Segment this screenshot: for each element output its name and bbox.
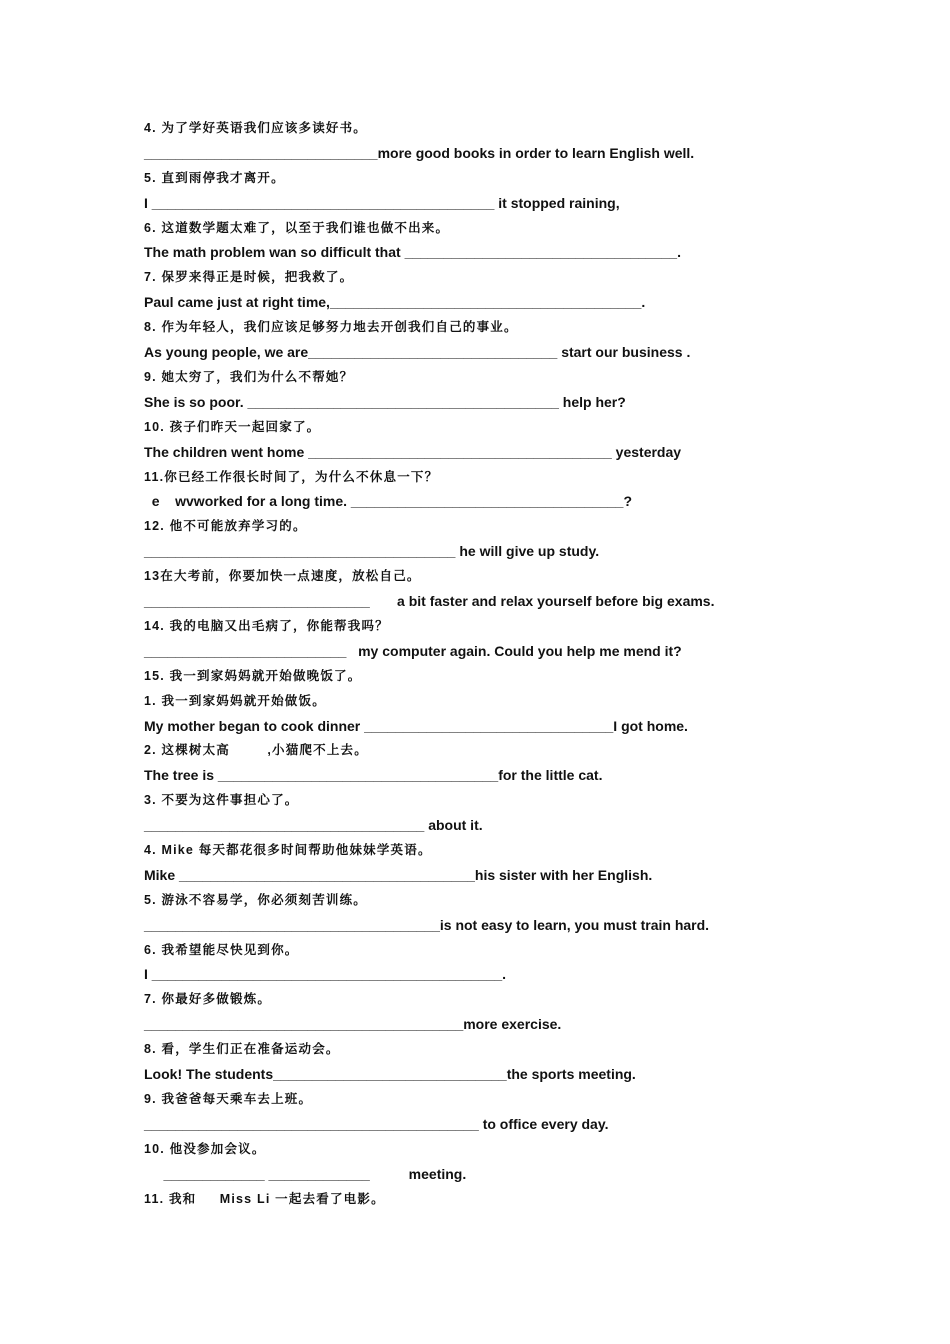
answer-line: The math problem wan so difficult that ___________________________________. xyxy=(144,244,681,260)
answer-line: _____________________________ a bit faster and relax yourself before big exams. xyxy=(144,593,715,609)
answer-line: She is so poor. ________________________________________ help her? xyxy=(144,394,626,410)
answer-line: Mike ______________________________________his sister with her English. xyxy=(144,867,653,883)
answer-line: Paul came just at right time,________________________________________. xyxy=(144,294,646,310)
question-prompt: 6. 我希望能尽快见到你。 xyxy=(144,943,299,957)
question-prompt: 8. 作为年轻人，我们应该足够努力地去开创我们自己的事业。 xyxy=(144,320,518,334)
question-prompt: 5. 游泳不容易学，你必须刻苦训练。 xyxy=(144,893,367,907)
answer-line: Look! The students______________________________the sports meeting. xyxy=(144,1066,636,1082)
answer-line: The tree is ____________________________________for the little cat. xyxy=(144,767,603,783)
answer-line: I ____________________________________________ it stopped raining, xyxy=(144,195,620,211)
answer-line: ______________________________________is not easy to learn, you must train hard. xyxy=(144,917,710,933)
question-prompt: 10. 他没参加会议。 xyxy=(144,1142,266,1156)
answer-line: __________________________ my computer again. Could you help me mend it? xyxy=(144,643,682,659)
answer-line: As young people, we are________________________________ start our business . xyxy=(144,344,691,360)
question-prompt: 11. 我和 Miss Li 一起去看了电影。 xyxy=(144,1192,385,1206)
answer-line: ____________________________________ about it. xyxy=(144,817,483,833)
question-prompt: 6. 这道数学题太难了，以至于我们谁也做不出来。 xyxy=(144,221,450,235)
question-prompt: 10. 孩子们昨天一起回家了。 xyxy=(144,420,321,434)
question-prompt: 9. 我爸爸每天乘车去上班。 xyxy=(144,1092,313,1106)
question-prompt: 5. 直到雨停我才离开。 xyxy=(144,171,285,185)
question-prompt: 9. 她太穷了，我们为什么不帮她？ xyxy=(144,370,354,384)
question-prompt: 12. 他不可能放弃学习的。 xyxy=(144,519,307,533)
question-prompt: 2. 这棵树太高 ,小猫爬不上去。 xyxy=(144,743,368,757)
answer-line: ______________________________more good books in order to learn English well. xyxy=(144,145,695,161)
answer-line: My mother began to cook dinner ________________________________I got home. xyxy=(144,718,688,734)
question-prompt: 4. 为了学好英语我们应该多读好书。 xyxy=(144,121,367,135)
answer-line: ___________________________________________ to office every day. xyxy=(144,1116,609,1132)
answer-line: _____________ _____________ meeting. xyxy=(144,1166,467,1182)
answer-line: e wvworked for a long time. ___________________________________? xyxy=(144,493,632,509)
question-prompt: 13在大考前，你要加快一点速度，放松自己。 xyxy=(144,569,421,583)
question-prompt: 7. 你最好多做锻炼。 xyxy=(144,992,272,1006)
answer-line: ________________________________________ he will give up study. xyxy=(144,543,600,559)
question-prompt: 3. 不要为这件事担心了。 xyxy=(144,793,299,807)
question-prompt: 8. 看，学生们正在准备运动会。 xyxy=(144,1042,340,1056)
question-prompt: 14. 我的电脑又出毛病了，你能帮我吗？ xyxy=(144,619,389,633)
question-prompt: 4. Mike 每天都花很多时间帮助他妹妹学英语。 xyxy=(144,843,432,857)
question-prompt: 1. 我一到家妈妈就开始做饭。 xyxy=(144,694,326,708)
answer-line: I _____________________________________________. xyxy=(144,966,507,982)
answer-line: _________________________________________more exercise. xyxy=(144,1016,562,1032)
answer-line: The children went home _______________________________________ yesterday xyxy=(144,444,682,460)
question-prompt: 7. 保罗来得正是时候，把我救了。 xyxy=(144,270,354,284)
question-prompt: 11.你已经工作很长时间了，为什么不休息一下？ xyxy=(144,470,439,484)
question-prompt: 15. 我一到家妈妈就开始做晚饭了。 xyxy=(144,669,362,683)
